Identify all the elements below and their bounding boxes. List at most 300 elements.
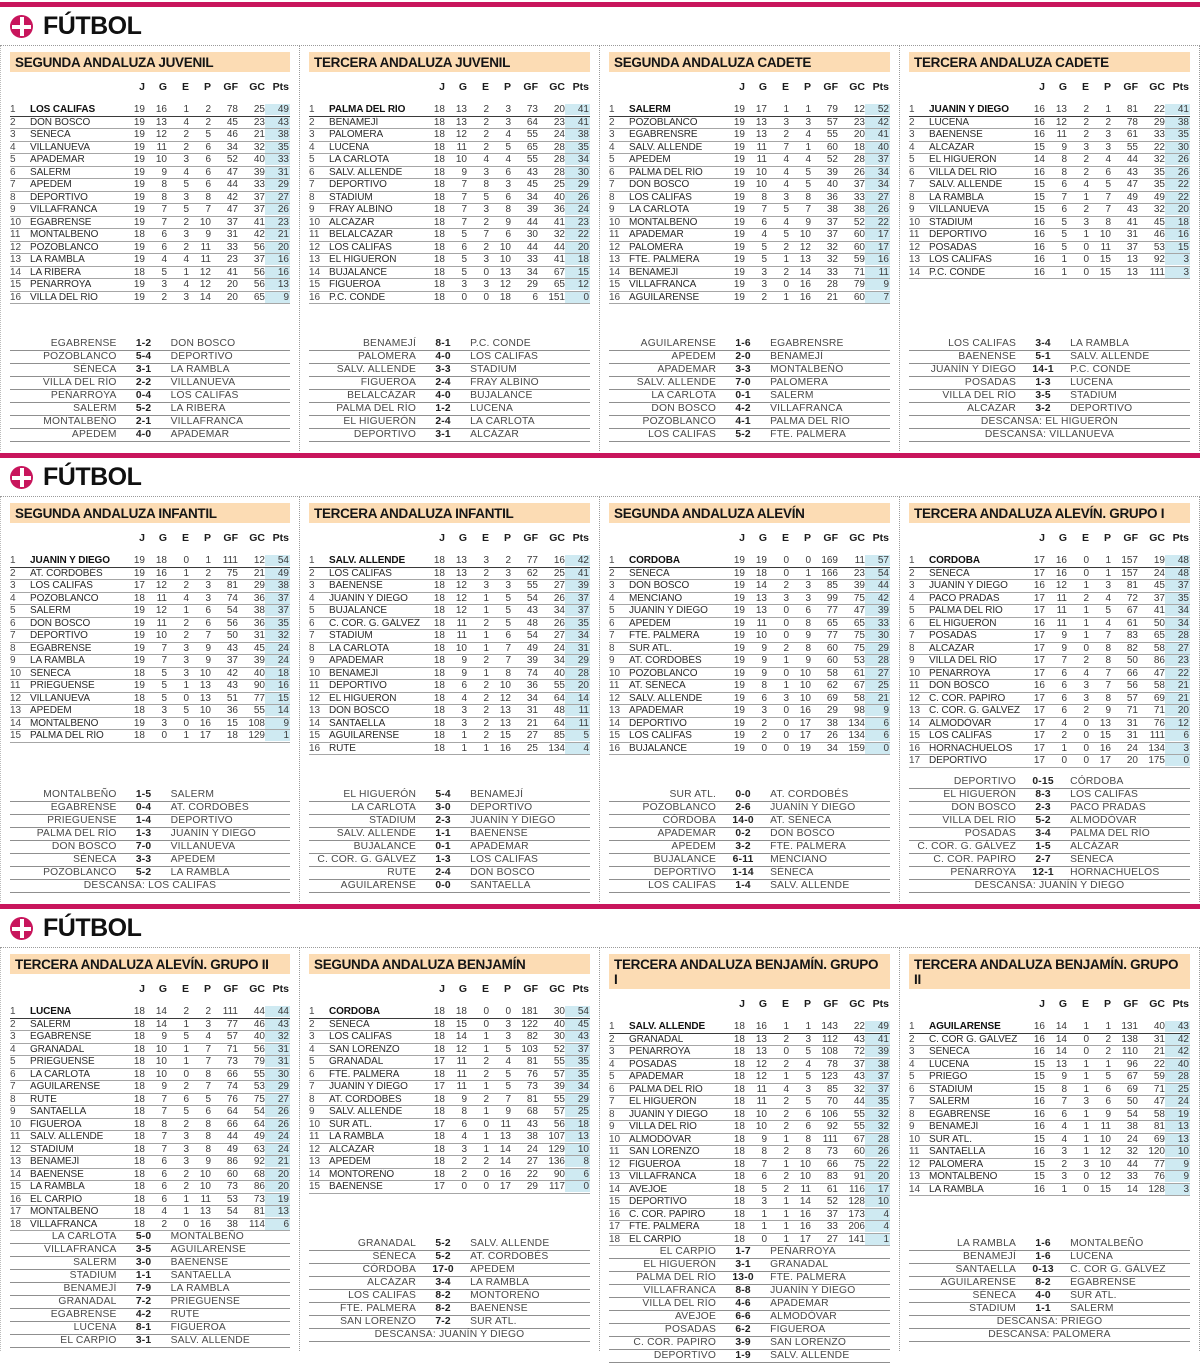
stat-cell-g: 11 (756, 154, 767, 165)
away-team: SANTAELLA (470, 880, 531, 891)
rank-cell: 15 (909, 730, 921, 741)
stat-cell-gc: 49 (253, 1131, 265, 1142)
result-row (10, 854, 290, 867)
stat-cell-pts: 43 (265, 1019, 290, 1030)
rank-cell: 13 (309, 705, 321, 716)
away-team: LA RAMBLA (1070, 338, 1130, 349)
result-row (909, 364, 1190, 377)
stat-cell-j: 19 (733, 116, 745, 128)
match-score: 4-0 (135, 429, 152, 440)
stat-cell-gf: 20 (226, 279, 238, 290)
stat-cell-p: 4 (805, 154, 811, 165)
team-name-cell: LOS CALIFAS (329, 567, 392, 579)
team-name-cell: FTE. PALMERA (629, 254, 700, 265)
stat-cell-e: 2 (1083, 705, 1089, 716)
table-row (909, 680, 1190, 693)
stat-cell-gf: 78 (826, 1058, 838, 1070)
stat-cell-p: 8 (505, 204, 511, 215)
stat-cell-pts: 34 (565, 630, 590, 641)
stat-cell-p: 8 (805, 1146, 811, 1157)
away-team: LOS CALIFAS (470, 854, 539, 865)
stat-cell-gf: 13 (1126, 254, 1138, 265)
stat-cell-p: 3 (1105, 580, 1111, 591)
stat-cell-pts: 37 (565, 605, 590, 616)
stat-cell-g: 0 (161, 730, 167, 741)
stat-cell-g: 2 (461, 1156, 467, 1167)
stat-cell-p: 6 (205, 154, 211, 165)
rank-cell: 6 (909, 617, 915, 629)
match-score: 3-2 (735, 841, 751, 852)
team-name-cell: APEDEM (30, 705, 72, 716)
stat-cell-gf: 27 (526, 1156, 538, 1167)
match-score: 2-4 (435, 416, 451, 427)
rank-cell: 3 (909, 129, 915, 140)
match-score: 5-1 (1035, 351, 1051, 362)
stat-cell-g: 2 (1061, 730, 1067, 741)
stat-cell-gf: 37 (226, 216, 238, 228)
away-team: LA CARLOTA (470, 416, 535, 427)
result-row (309, 1238, 590, 1251)
table-row (309, 104, 590, 117)
stat-cell-gc: 134 (848, 730, 865, 741)
stat-cell-e: 2 (1083, 116, 1089, 128)
stat-cell-e: 2 (183, 1006, 189, 1017)
result-row (309, 416, 590, 429)
result-row (309, 867, 590, 880)
stat-cell-e: 0 (1083, 241, 1089, 253)
stat-cell-pts: 9 (865, 705, 890, 716)
stat-cell-g: 12 (155, 129, 167, 140)
stat-cell-p: 3 (805, 116, 811, 128)
team-name-cell: VILLA DEL RÍO (629, 1121, 697, 1132)
stat-cell-gf: 32 (826, 241, 838, 253)
match-score: 7-9 (135, 1283, 152, 1294)
stat-cell-gc: 72 (853, 1046, 865, 1057)
stat-cell-g: 8 (161, 1118, 167, 1130)
away-team: APADEMAR (770, 1298, 829, 1309)
result-row (909, 416, 1190, 429)
result-row (10, 1322, 290, 1335)
stat-cell-e: 1 (1083, 1021, 1089, 1032)
table-row (909, 1184, 1190, 1197)
stat-cell-e: 0 (183, 1068, 189, 1080)
stat-cell-p: 11 (200, 254, 211, 265)
stat-cell-pts: 11 (865, 267, 890, 278)
stat-cell-p: 16 (799, 291, 811, 303)
stat-cell-e: 1 (783, 1133, 789, 1145)
rank-cell: 5 (10, 154, 16, 165)
stat-cell-pts: 37 (865, 154, 890, 165)
stat-cell-g: 1 (1061, 1183, 1067, 1195)
team-name-cell: EGABRENSE (30, 216, 92, 228)
team-name-cell: BUJALANCE (329, 266, 388, 278)
home-team: APEDEM (671, 841, 717, 852)
rank-cell: 11 (909, 680, 920, 691)
stat-cell-e: 0 (1083, 555, 1089, 566)
stat-cell-g: 16 (755, 1021, 767, 1032)
standings-table (909, 104, 1190, 279)
result-row (10, 867, 290, 880)
stat-cell-j: 19 (733, 567, 745, 579)
stat-cell-pts: 30 (265, 1069, 290, 1080)
home-team: EL HIGUERÓN (343, 416, 417, 427)
stat-cell-gc: 39 (853, 580, 865, 591)
stat-cell-e: 0 (483, 1181, 489, 1192)
result-row (909, 1264, 1190, 1277)
rank-cell: 8 (10, 191, 16, 203)
stat-cell-g: 6 (161, 241, 167, 253)
result-row (909, 1316, 1190, 1329)
match-score: 8-8 (735, 1285, 751, 1296)
table-row (609, 680, 890, 693)
result-row (909, 867, 1190, 880)
stat-cell-pts: 21 (1165, 680, 1190, 691)
away-team: EGABRENSRE (770, 338, 844, 349)
match-score: 5-2 (1035, 815, 1051, 826)
stat-cell-pts: 15 (265, 693, 290, 704)
stat-cell-p: 10 (1099, 229, 1111, 240)
table-row (10, 693, 290, 706)
stat-cell-p: 17 (199, 730, 211, 741)
stat-cell-j: 18 (133, 266, 145, 278)
table-row (10, 204, 290, 217)
stat-cell-pts: 13 (1165, 1134, 1190, 1145)
match-score: 0-2 (735, 828, 751, 839)
table-row (309, 1181, 590, 1194)
stat-cell-pts: 39 (565, 580, 590, 591)
results-list (309, 789, 590, 893)
stat-cell-p: 7 (1105, 191, 1111, 203)
stat-cell-pts: 18 (565, 254, 590, 265)
match-score: 5-2 (435, 1251, 451, 1262)
match-score: 2-0 (735, 351, 751, 362)
table-row (609, 1084, 890, 1097)
stat-cell-e: 2 (783, 129, 789, 140)
table-row (909, 204, 1190, 217)
table-row (609, 555, 890, 568)
stat-cell-gc: 22 (853, 1021, 865, 1032)
stat-cell-gc: 58 (1153, 642, 1165, 654)
rank-cell: 13 (909, 254, 921, 265)
away-team: SALV. ALLENDE (170, 1335, 250, 1346)
stat-cell-g: 7 (161, 1131, 167, 1142)
match-score: 1-2 (135, 338, 152, 349)
stat-cell-gf: 43 (1126, 204, 1138, 215)
stat-cell-j: 18 (433, 730, 445, 741)
stat-cell-gc: 47 (853, 605, 865, 616)
away-team: SÉNECA (770, 867, 814, 878)
stat-cell-e: 2 (1083, 204, 1089, 215)
stat-cell-gf: 66 (1126, 667, 1138, 679)
rank-cell: 4 (309, 592, 315, 604)
team-name-cell: SÉNECA (629, 567, 670, 579)
home-team: BELALCÁZAR (347, 390, 417, 401)
stat-cell-pts: 28 (865, 1134, 890, 1145)
table-row (309, 1081, 590, 1094)
stat-cell-gc: 65 (1153, 630, 1165, 641)
table-row (309, 129, 590, 142)
table-row (10, 668, 290, 681)
match-score: 1-1 (135, 1270, 152, 1281)
stat-cell-g: 6 (161, 1193, 167, 1205)
rank-cell: 5 (309, 605, 315, 616)
home-team: FTE. PALMERA (340, 1303, 417, 1314)
stat-cell-gc: 23 (553, 116, 565, 128)
stat-cell-g: 9 (761, 655, 767, 666)
stat-cell-g: 9 (461, 667, 467, 679)
stat-cell-g: 12 (1055, 580, 1067, 591)
stat-cell-gc: 26 (553, 617, 565, 629)
rank-cell: 10 (10, 1118, 22, 1130)
stat-cell-gc: 36 (253, 592, 265, 604)
match-score: 2-1 (135, 416, 152, 427)
home-team: APEDEM (71, 429, 117, 440)
stat-cell-j: 18 (133, 667, 145, 679)
result-row (609, 789, 890, 802)
stat-cell-pts: 1 (265, 730, 290, 741)
stat-cell-j: 19 (133, 129, 145, 140)
stat-cell-gc: 71 (1153, 1083, 1165, 1095)
stat-cell-j: 18 (433, 655, 445, 666)
stat-cell-gf: 73 (826, 1146, 838, 1157)
stat-cell-j: 17 (133, 580, 145, 591)
stat-cell-gc: 33 (1153, 129, 1165, 140)
column-header-spacer (909, 81, 1025, 93)
match-score: 5-2 (135, 403, 152, 414)
table-row (309, 1131, 590, 1144)
stat-cell-gc: 128 (1148, 1183, 1165, 1195)
stat-cell-e: 3 (1083, 692, 1089, 704)
stat-cell-j: 19 (733, 555, 745, 566)
rank-cell: 1 (10, 555, 16, 566)
stat-cell-gc: 63 (253, 1143, 265, 1155)
stat-cell-e: 0 (1083, 266, 1089, 278)
column-header-j: J (139, 532, 145, 544)
stat-cell-e: 5 (783, 229, 789, 240)
team-name-cell: BAENENSE (929, 129, 983, 140)
stat-cell-e: 2 (483, 241, 489, 253)
team-name-cell: LA RAMBLA (30, 655, 85, 666)
team-name-cell: MONTALBEÑO (30, 1206, 99, 1217)
stat-cell-g: 4 (761, 229, 767, 240)
stat-cell-pts: 12 (1165, 718, 1190, 729)
stat-cell-pts: 42 (1165, 1046, 1190, 1057)
stat-cell-gf: 29 (526, 279, 538, 290)
stat-cell-j: 15 (1033, 179, 1045, 190)
stat-cell-p: 5 (1105, 1071, 1111, 1082)
stat-cell-pts: 17 (865, 229, 890, 240)
table-row (10, 1056, 290, 1069)
stat-cell-gc: 175 (1148, 755, 1165, 766)
stat-cell-pts: 40 (865, 142, 890, 153)
stat-cell-pts: 20 (265, 1169, 290, 1180)
stat-cell-j: 19 (133, 630, 145, 641)
stat-cell-g: 2 (461, 1168, 467, 1180)
rank-cell: 8 (609, 642, 615, 654)
stat-cell-e: 2 (483, 717, 489, 729)
stat-cell-j: 19 (733, 166, 745, 178)
table-row (309, 655, 590, 668)
stat-cell-e: 2 (1083, 166, 1089, 178)
panel-title: TERCERA ANDALUZA ALEVÍN. GRUPO I (909, 503, 1190, 523)
table-row (10, 179, 290, 192)
table-row (10, 1019, 290, 1032)
home-team: SUR ATL. (669, 789, 717, 800)
stat-cell-gc: 91 (853, 1171, 865, 1182)
column-header-g: G (1058, 998, 1067, 1010)
stat-cell-g: 6 (1061, 705, 1067, 716)
stat-cell-gc: 39 (253, 655, 265, 666)
stat-cell-p: 12 (1099, 1146, 1111, 1157)
stat-cell-g: 5 (161, 667, 167, 679)
stat-cell-j: 16 (1033, 1121, 1045, 1132)
result-row (309, 1277, 590, 1290)
stat-cell-p: 10 (799, 1158, 811, 1170)
stat-cell-gf: 73 (526, 1081, 538, 1092)
rank-cell: 13 (609, 1171, 621, 1182)
stat-cell-e: 2 (783, 1096, 789, 1107)
home-team: POSADAS (964, 377, 1017, 388)
table-row (909, 730, 1190, 743)
stat-cell-gc: 53 (253, 1081, 265, 1092)
stat-cell-p: 10 (199, 667, 211, 679)
result-row (609, 828, 890, 841)
stat-cell-p: 9 (505, 1106, 511, 1117)
column-header-row (609, 532, 890, 544)
rank-cell: 10 (10, 667, 22, 679)
rank-cell: 13 (10, 254, 22, 265)
futbol-cross-icon (10, 917, 33, 940)
stat-cell-gc: 57 (553, 1068, 565, 1080)
rank-cell: 13 (609, 705, 621, 716)
stat-cell-gc: 76 (1153, 1171, 1165, 1182)
result-row (10, 429, 290, 442)
away-team: JUANÍN Y DIEGO (470, 815, 556, 826)
result-row (10, 1231, 290, 1244)
match-score: 6-6 (735, 1311, 751, 1322)
stat-cell-g: 16 (155, 567, 167, 579)
stat-cell-g: 5 (461, 254, 467, 265)
league-panel (0, 497, 300, 902)
rank-cell: 7 (909, 1096, 915, 1107)
stat-cell-gf: 44 (1126, 1158, 1138, 1170)
stat-cell-p: 7 (205, 630, 211, 641)
rank-cell: 4 (909, 1058, 915, 1070)
team-name-cell: SALERM (30, 166, 71, 178)
table-row (609, 179, 890, 192)
rank-cell: 3 (609, 580, 615, 591)
stat-cell-p: 5 (505, 617, 511, 629)
stat-cell-p: 6 (805, 605, 811, 616)
stat-cell-gc: 58 (853, 692, 865, 704)
match-score: 1-9 (735, 1350, 751, 1361)
stat-cell-e: 1 (1083, 1058, 1089, 1070)
home-team: BAENENSE (958, 351, 1017, 362)
stat-cell-e: 3 (483, 279, 489, 290)
stat-cell-j: 16 (1033, 1033, 1045, 1045)
table-row (309, 292, 590, 305)
away-team: SANTAELLA (170, 1270, 232, 1281)
stat-cell-pts: 3 (1165, 267, 1190, 278)
match-score: 8-1 (435, 338, 451, 349)
stat-cell-g: 0 (461, 291, 467, 303)
rank-cell: 2 (609, 116, 615, 128)
table-row (609, 1209, 890, 1222)
stat-cell-gf: 21 (826, 291, 838, 303)
rank-cell: 16 (10, 1193, 22, 1205)
match-score: 1-7 (735, 1246, 751, 1257)
rank-cell: 12 (309, 1143, 321, 1155)
table-row (609, 593, 890, 606)
stat-cell-gf: 36 (526, 680, 538, 691)
stat-cell-gc: 22 (1153, 104, 1165, 115)
stat-cell-pts: 38 (265, 129, 290, 140)
rank-cell: 6 (609, 1083, 615, 1095)
table-row (609, 630, 890, 643)
match-score: 8-2 (1035, 1277, 1051, 1288)
stat-cell-g: 10 (155, 1056, 167, 1067)
rank-cell: 9 (909, 1121, 915, 1132)
stat-cell-gc: 45 (1153, 216, 1165, 228)
stat-cell-j: 18 (733, 1146, 745, 1157)
match-score: 14-1 (1032, 364, 1054, 375)
stat-cell-gc: 58 (1153, 680, 1165, 691)
stat-cell-g: 4 (161, 1206, 167, 1217)
column-header-pts: Pts (1172, 532, 1189, 544)
rank-cell: 7 (909, 179, 915, 190)
stat-cell-p: 16 (199, 1218, 211, 1230)
stat-cell-g: 7 (161, 216, 167, 228)
stat-cell-p: 7 (505, 655, 511, 666)
stat-cell-g: 17 (755, 104, 767, 115)
result-row (10, 403, 290, 416)
stat-cell-j: 19 (733, 605, 745, 616)
table-row (309, 618, 590, 631)
stat-cell-gf: 34 (826, 742, 838, 754)
table-row (909, 192, 1190, 205)
stat-cell-gc: 40 (553, 1018, 565, 1030)
stat-cell-g: 7 (161, 204, 167, 215)
stat-cell-e: 0 (1083, 1033, 1089, 1045)
stat-cell-p: 2 (205, 116, 211, 128)
stat-cell-gc: 56 (253, 266, 265, 278)
stat-cell-e: 2 (183, 141, 189, 153)
stat-cell-p: 3 (505, 104, 511, 115)
stat-cell-e: 1 (783, 655, 789, 666)
stat-cell-pts: 24 (265, 1131, 290, 1142)
team-name-cell: ALMODÓVAR (929, 717, 992, 729)
stat-cell-gf: 54 (1126, 1108, 1138, 1120)
stat-cell-j: 18 (433, 1106, 445, 1117)
stat-cell-gf: 81 (1126, 104, 1138, 115)
stat-cell-j: 16 (1033, 129, 1045, 140)
team-name-cell: APADEMAR (30, 154, 85, 165)
stat-cell-g: 4 (1061, 1133, 1067, 1145)
table-row (609, 1146, 890, 1159)
stat-cell-p: 12 (199, 266, 211, 278)
stat-cell-e: 3 (183, 1156, 189, 1167)
stat-cell-gf: 77 (226, 1018, 238, 1030)
stat-cell-gc: 128 (848, 1196, 865, 1207)
team-name-cell: FTE. PALMERA (329, 1068, 400, 1080)
stat-cell-j: 18 (133, 1031, 145, 1042)
table-row (909, 755, 1190, 768)
stat-cell-gf: 55 (1126, 141, 1138, 153)
table-row (309, 693, 590, 706)
stat-cell-j: 18 (133, 1068, 145, 1080)
away-team: RUTE (170, 1309, 200, 1320)
stat-cell-p: 4 (805, 129, 811, 140)
